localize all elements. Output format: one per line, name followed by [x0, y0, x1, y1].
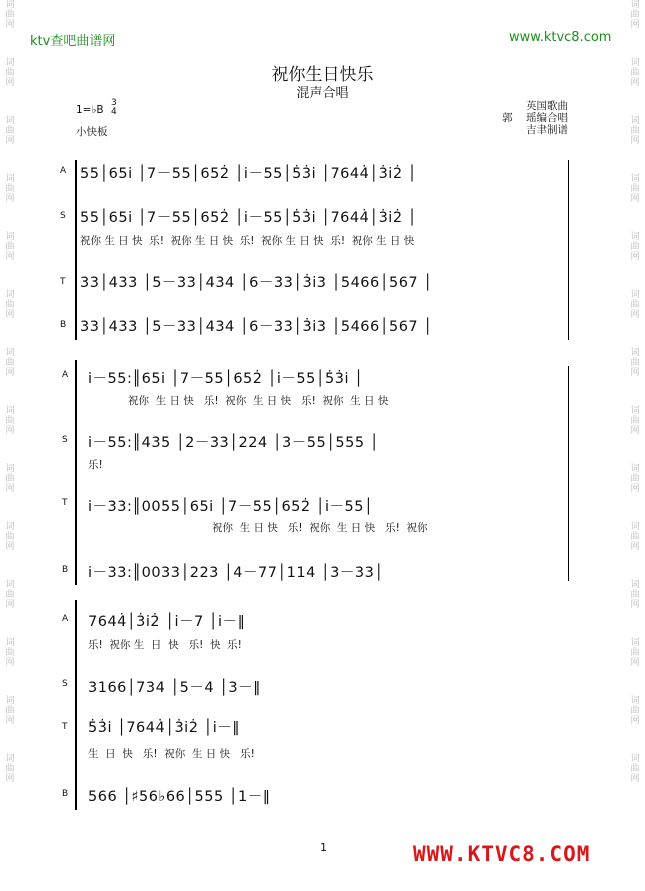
watermark-char: 词 [630, 232, 640, 242]
voice-label-tenor-2: T [62, 498, 68, 508]
voice-label-alto-2: A [62, 370, 69, 380]
voice-label-bass-3: B [62, 789, 69, 799]
watermark-char: 网 [630, 426, 640, 436]
staff-alto-3: 7644̇│3̇i2̇ │i－7 │i－‖ [88, 614, 246, 630]
watermark-char: 网 [5, 78, 15, 88]
watermark-char: 词 [5, 58, 15, 68]
watermark-group [2, 522, 18, 552]
watermark-char: 词 [5, 754, 15, 764]
watermark-group [627, 522, 643, 552]
watermark-char: 词 [5, 232, 15, 242]
watermark-char: 曲 [630, 242, 640, 252]
watermark-char: 词 [5, 290, 15, 300]
watermark-char: 网 [630, 600, 640, 610]
watermark-char: 词 [5, 696, 15, 706]
lyrics-alto-2: 祝你 生 日 快 乐! 祝你 生 日 快 乐! 祝你 生 日 快 [128, 395, 389, 407]
watermark-char: 词 [5, 522, 15, 532]
watermark-group [627, 638, 643, 668]
watermark-char: 曲 [630, 764, 640, 774]
watermark-char: 词 [5, 638, 15, 648]
watermark-group [627, 290, 643, 320]
staff-soprano-3: 3166│734 │5－4 │3－‖ [88, 680, 261, 696]
tempo-marking: 小快板 [76, 126, 108, 138]
lyrics-tenor-3: 生 日 快 乐! 祝你 生 日 快 乐! [88, 748, 255, 760]
watermark-char: 网 [5, 252, 15, 262]
watermark-char: 词 [630, 638, 640, 648]
watermark-char: 曲 [630, 10, 640, 20]
staff-bass-2: i－33:║0033│223 │4－77│114 │3－33│ [88, 565, 384, 581]
staff-alto-1: 55│65i │7－55│652̇ │i－55│5̇3̇i │7644̇│3̇i2̇ │ [80, 166, 417, 182]
watermark-group [2, 116, 18, 146]
watermark-group [627, 580, 643, 610]
watermark-group [627, 232, 643, 262]
watermark-char: 网 [630, 310, 640, 320]
watermark-group [627, 116, 643, 146]
watermark-char: 曲 [5, 68, 15, 78]
credits-block [500, 100, 568, 136]
site-url-right: www.ktvc8.com [509, 30, 612, 45]
watermark-char: 词 [630, 696, 640, 706]
watermark-char: 网 [630, 252, 640, 262]
watermark-char: 曲 [5, 184, 15, 194]
watermark-char: 网 [5, 136, 15, 146]
staff-soprano-2: i－55:║435 │2－33│224 │3－55│555 │ [88, 435, 379, 451]
watermark-char: 曲 [5, 590, 15, 600]
watermark-char: 曲 [5, 358, 15, 368]
watermark-group [627, 464, 643, 494]
credit-arranger-line [500, 112, 568, 124]
voice-label-bass-2: B [62, 565, 69, 575]
page-number: 1 [320, 841, 327, 854]
staff-bass-1: 33│433 │5－33│434 │6－33│3̇i3 │5466│567 │ [80, 319, 433, 335]
credit-arranger-surname: 郭 [502, 112, 513, 124]
voice-label-tenor-3: T [62, 722, 68, 732]
watermark-group [2, 638, 18, 668]
watermark-char: 词 [630, 58, 640, 68]
watermark-char: 网 [630, 658, 640, 668]
watermark-group [627, 0, 643, 30]
system-1-bracket [75, 160, 77, 340]
lyrics-soprano-2: 乐! [88, 459, 103, 471]
watermark-char: 曲 [5, 764, 15, 774]
lyrics-tenor-2: 祝你 生 日 快 乐! 祝你 生 日 快 乐! 祝你 [212, 522, 428, 534]
credit-arranger: 瑶编合唱 [526, 112, 568, 124]
watermark-group [2, 580, 18, 610]
lyrics-alto-3: 乐! 祝你 生 日 快 乐! 快 乐! [88, 639, 242, 651]
watermark-char: 词 [5, 464, 15, 474]
watermark-char: 词 [630, 116, 640, 126]
staff-bass-3: 566 │♯56♭66│555 │1－‖ [88, 789, 271, 805]
watermark-group [627, 696, 643, 726]
voice-label-soprano-1: S [60, 211, 66, 221]
watermark-char: 词 [630, 348, 640, 358]
watermark-char: 曲 [630, 590, 640, 600]
watermark-group [627, 348, 643, 378]
watermark-char: 曲 [630, 648, 640, 658]
watermark-char: 网 [5, 716, 15, 726]
credit-engraver: 吉聿制谱 [526, 124, 568, 136]
time-sig-bottom: 4 [111, 107, 117, 117]
watermark-char: 曲 [630, 68, 640, 78]
watermark-char: 词 [630, 754, 640, 764]
watermark-char: 网 [630, 368, 640, 378]
staff-alto-2: i－55:║65i │7－55│652̇ │i－55│5̇3̇i │ [88, 371, 364, 387]
watermark-group [627, 406, 643, 436]
watermark-group [2, 696, 18, 726]
watermark-char: 曲 [5, 10, 15, 20]
watermark-char: 网 [630, 194, 640, 204]
staff-tenor-1: 33│433 │5－33│434 │6－33│3̇i3 │5466│567 │ [80, 275, 433, 291]
watermark-group [2, 464, 18, 494]
watermark-char: 词 [5, 174, 15, 184]
staff-tenor-2: i－33:║0055│65i │7－55│652̇ │i－55│ [88, 499, 374, 515]
watermark-group [627, 754, 643, 784]
watermark-char: 网 [5, 20, 15, 30]
system-1-end-barline [568, 160, 569, 340]
watermark-char: 词 [5, 116, 15, 126]
watermark-char: 曲 [630, 358, 640, 368]
system-2-bracket [75, 360, 77, 585]
watermark-char: 曲 [5, 648, 15, 658]
watermark-group [2, 0, 18, 30]
left-watermark-column [2, 0, 18, 891]
watermark-char: 曲 [630, 474, 640, 484]
watermark-char: 曲 [5, 300, 15, 310]
site-name-left: ktv查吧曲谱网 [30, 34, 116, 49]
watermark-group [627, 174, 643, 204]
watermark-char: 曲 [5, 532, 15, 542]
watermark-char: 网 [630, 542, 640, 552]
watermark-char: 词 [630, 290, 640, 300]
time-sig-top: 3 [111, 98, 117, 108]
song-title: 祝你生日快乐 [271, 65, 374, 85]
watermark-char: 曲 [630, 126, 640, 136]
watermark-char: 网 [630, 78, 640, 88]
watermark-char: 网 [5, 658, 15, 668]
watermark-char: 网 [630, 20, 640, 30]
time-signature [111, 99, 117, 117]
watermark-char: 网 [5, 774, 15, 784]
watermark-char: 网 [5, 426, 15, 436]
key-signature: 1=♭B [76, 104, 104, 116]
watermark-char: 网 [630, 484, 640, 494]
song-subtitle: 混声合唱 [296, 86, 349, 101]
watermark-char: 网 [630, 716, 640, 726]
watermark-char: 网 [5, 310, 15, 320]
watermark-group [2, 290, 18, 320]
watermark-char: 网 [5, 600, 15, 610]
watermark-char: 词 [630, 464, 640, 474]
voice-label-alto-3: A [62, 614, 69, 624]
watermark-char: 曲 [5, 474, 15, 484]
staff-tenor-3: 5̇3̇i │7644̇│3̇i2̇ │i－‖ [88, 720, 241, 736]
system-2-end-barline [568, 366, 569, 581]
watermark-char: 词 [630, 522, 640, 532]
watermark-char: 网 [5, 194, 15, 204]
watermark-char: 曲 [630, 532, 640, 542]
watermark-group [2, 406, 18, 436]
watermark-char: 曲 [5, 706, 15, 716]
lyrics-soprano-1: 祝你 生 日 快 乐! 祝你 生 日 快 乐! 祝你 生 日 快 乐! 祝你 生 日 快 [80, 235, 415, 247]
watermark-group [2, 348, 18, 378]
watermark-char: 词 [630, 406, 640, 416]
watermark-char: 曲 [5, 126, 15, 136]
watermark-char: 曲 [630, 184, 640, 194]
watermark-char: 词 [630, 580, 640, 590]
site-logo: WWW.KTVC8.COM [413, 842, 591, 866]
watermark-group [2, 232, 18, 262]
voice-label-alto-1: A [60, 166, 67, 176]
watermark-char: 网 [5, 484, 15, 494]
watermark-group [2, 754, 18, 784]
watermark-char: 网 [630, 136, 640, 146]
right-watermark-column [627, 0, 643, 891]
watermark-char: 曲 [5, 242, 15, 252]
watermark-char: 曲 [5, 416, 15, 426]
staff-soprano-1: 55│65i │7－55│652̇ │i－55│5̇3̇i │7644̇│3̇i2̇ │ [80, 210, 417, 226]
credit-origin: 英国歌曲 [526, 100, 568, 112]
watermark-char: 网 [5, 368, 15, 378]
voice-label-soprano-2: S [62, 435, 68, 445]
watermark-char: 词 [630, 0, 640, 10]
watermark-char: 曲 [630, 706, 640, 716]
watermark-char: 词 [5, 580, 15, 590]
voice-label-soprano-3: S [62, 679, 68, 689]
watermark-char: 词 [630, 174, 640, 184]
watermark-group [2, 174, 18, 204]
watermark-char: 词 [5, 0, 15, 10]
watermark-char: 网 [5, 542, 15, 552]
watermark-char: 曲 [630, 300, 640, 310]
voice-label-bass-1: B [60, 320, 67, 330]
watermark-char: 曲 [630, 416, 640, 426]
watermark-char: 词 [5, 406, 15, 416]
watermark-char: 词 [5, 348, 15, 358]
watermark-char: 网 [630, 774, 640, 784]
voice-label-tenor-1: T [60, 277, 66, 287]
system-3-bracket [75, 600, 77, 810]
